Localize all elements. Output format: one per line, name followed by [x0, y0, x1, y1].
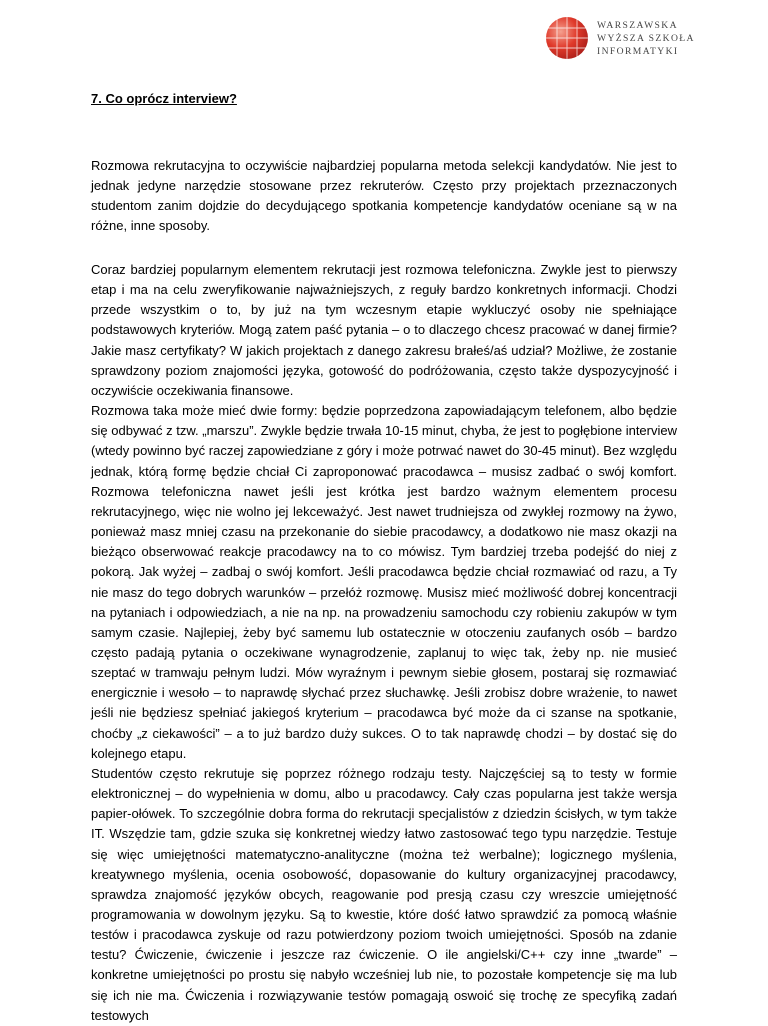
paragraph-3: Rozmowa taka może mieć dwie formy: będzie poprzedzona zapowiadającym telefonem, albo będzie się odbywać z tzw. „marszu”. Zwykle będzie trwała 10-15 minut, chyba, że jest to pogłębione interview (wtedy powinno być raczej zapowiedziane z góry i może potrwać nawet do 30-45 minut). Bez względu jednak, którą formę będzie chciał Ci zaproponować pracodawca – musisz zadbać o swój komfort. Rozmowa telefoniczna nawet jeśli jest krótka jest bardzo ważnym elementem procesu rekrutacyjnego, więc nie wolno jej lekceważyć. Jest nawet trudniejsza od zwykłej rozmowy na żywo, ponieważ masz mniej czasu na przekonanie do siebie pracodawcy, a dodatkowo nie masz okazji na bieżąco obserwować reakcje pracodawcy na to co mówisz. Tym bardziej trzeba podejść do niej z pokorą. Jak wyżej – zadbaj o swój komfort. Jeśli pracodawca będzie chciał rozmawiać od razu, a Ty nie masz do tego dobrych warunków – przełóż rozmowę. Musisz mieć możliwość dobrej koncentracji na pytaniach i odpowiedziach, a nie na np. na prowadzeniu samochodu czy robieniu zakupów w tym samym czasie. Najlepiej, żeby być samemu lub ostatecznie w otoczeniu zaufanych osób – bardzo często padają pytania o oczekiwane wynagrodzenie, zaplanuj to więc tak, żeby np. nie musieć szeptać w tramwaju pełnym ludzi. Mów wyraźnym i pewnym siebie głosem, postaraj się rozmawiać energicznie i wesoło – to naprawdę słychać przez słuchawkę. Jeśli zrobisz dobre wrażenie, to nawet jeśli nie będziesz spełniać jakiegoś kryterium – pracodawca być może da ci szanse na spotkanie, choćby „z ciekawości” – a to już bardzo duży sukces. O to tak naprawdę chodzi – by dostać się do kolejnego etapu.: [91, 403, 678, 761]
logo-line-3: INFORMATYKI: [597, 45, 679, 57]
main-paragraph-block: [91, 260, 677, 1026]
paragraph-1: Rozmowa rekrutacyjna to oczywiście najbardziej popularna metoda selekcji kandydatów. Nie jest to jednak jedyne narzędzie stosowane przez rekruterów. Często przy projektach przeznaczonych studentom zanim dojdzie do decydującego spotkania kompetencje kandydatów oceniane są w na różne, inne sposoby.: [91, 158, 677, 234]
university-logo: [545, 16, 695, 60]
logo-wordmark: [597, 19, 695, 58]
logo-sphere-icon: [545, 16, 589, 60]
logo-line-1: WARSZAWSKA: [597, 19, 678, 31]
logo-line-2: WYŻSZA SZKOŁA: [597, 32, 695, 44]
paragraph-4: Studentów często rekrutuje się poprzez różnego rodzaju testy. Najczęściej są to testy w formie elektronicznej – do wypełnienia w domu, albo u pracodawcy. Cały czas popularna jest także wersja papier-ołówek. To szczególnie dobra forma do rekrutacji specjalistów z dziedzin ścisłych, w tym także IT. Wszędzie tam, gdzie szuka się konkretnej wiedzy łatwo zastosować tego typu narzędzie. Testuje się więc umiejętności matematyczno-analityczne (można też werbalne); logicznego myślenia, kreatywnego myślenia, ocenia osobowość, dopasowanie do kultury organizacyjnej pracodawcy, sprawdza znajomość języków obcych, reagowanie pod presją czasu czy wreszcie umiejętność programowania w dowolnym języku. Są to kwestie, które dość łatwo sprawdzić za pomocą właśnie testów i pracodawca zyskuje od razu potwierdzony poziom twoich umiejętności. Sposób na zdanie testu? Ćwiczenie, ćwiczenie i jeszcze raz ćwiczenie. O ile angielski/C++ czy inne „twarde” – konkretne umiejętności po prostu się nabyło wcześniej lub nie, to pozostałe kompetencje się ma lub się ich nie ma. Ćwiczenia i rozwiązywanie testów pomagają oswoić się trochę ze specyfiką zadań testowych: [91, 765, 677, 1023]
intro-paragraph-block: [91, 156, 677, 237]
section-heading: 7. Co oprócz interview?: [91, 91, 237, 106]
paragraph-2: Coraz bardziej popularnym elementem rekrutacji jest rozmowa telefoniczna. Zwykle jest to pierwszy etap i ma na celu zweryfikowanie najważniejszych, z reguły bardzo konkretnych informacji. Chodzi przede wszystkim o to, by już na tym wczesnym etapie wykluczyć osoby nie spełniające podstawowych kryteriów. Mogą zatem paść pytania – o to dlaczego chcesz pracować w danej firmie? Jakie masz certyfikaty? W jakich projektach z danego zakresu brałeś/aś udział? Możliwe, że zostanie sprawdzony poziom znajomości języka, gotowość do podróżowania, często także dyspozycyjność i oczywiście oczekiwania finansowe.: [91, 262, 677, 398]
